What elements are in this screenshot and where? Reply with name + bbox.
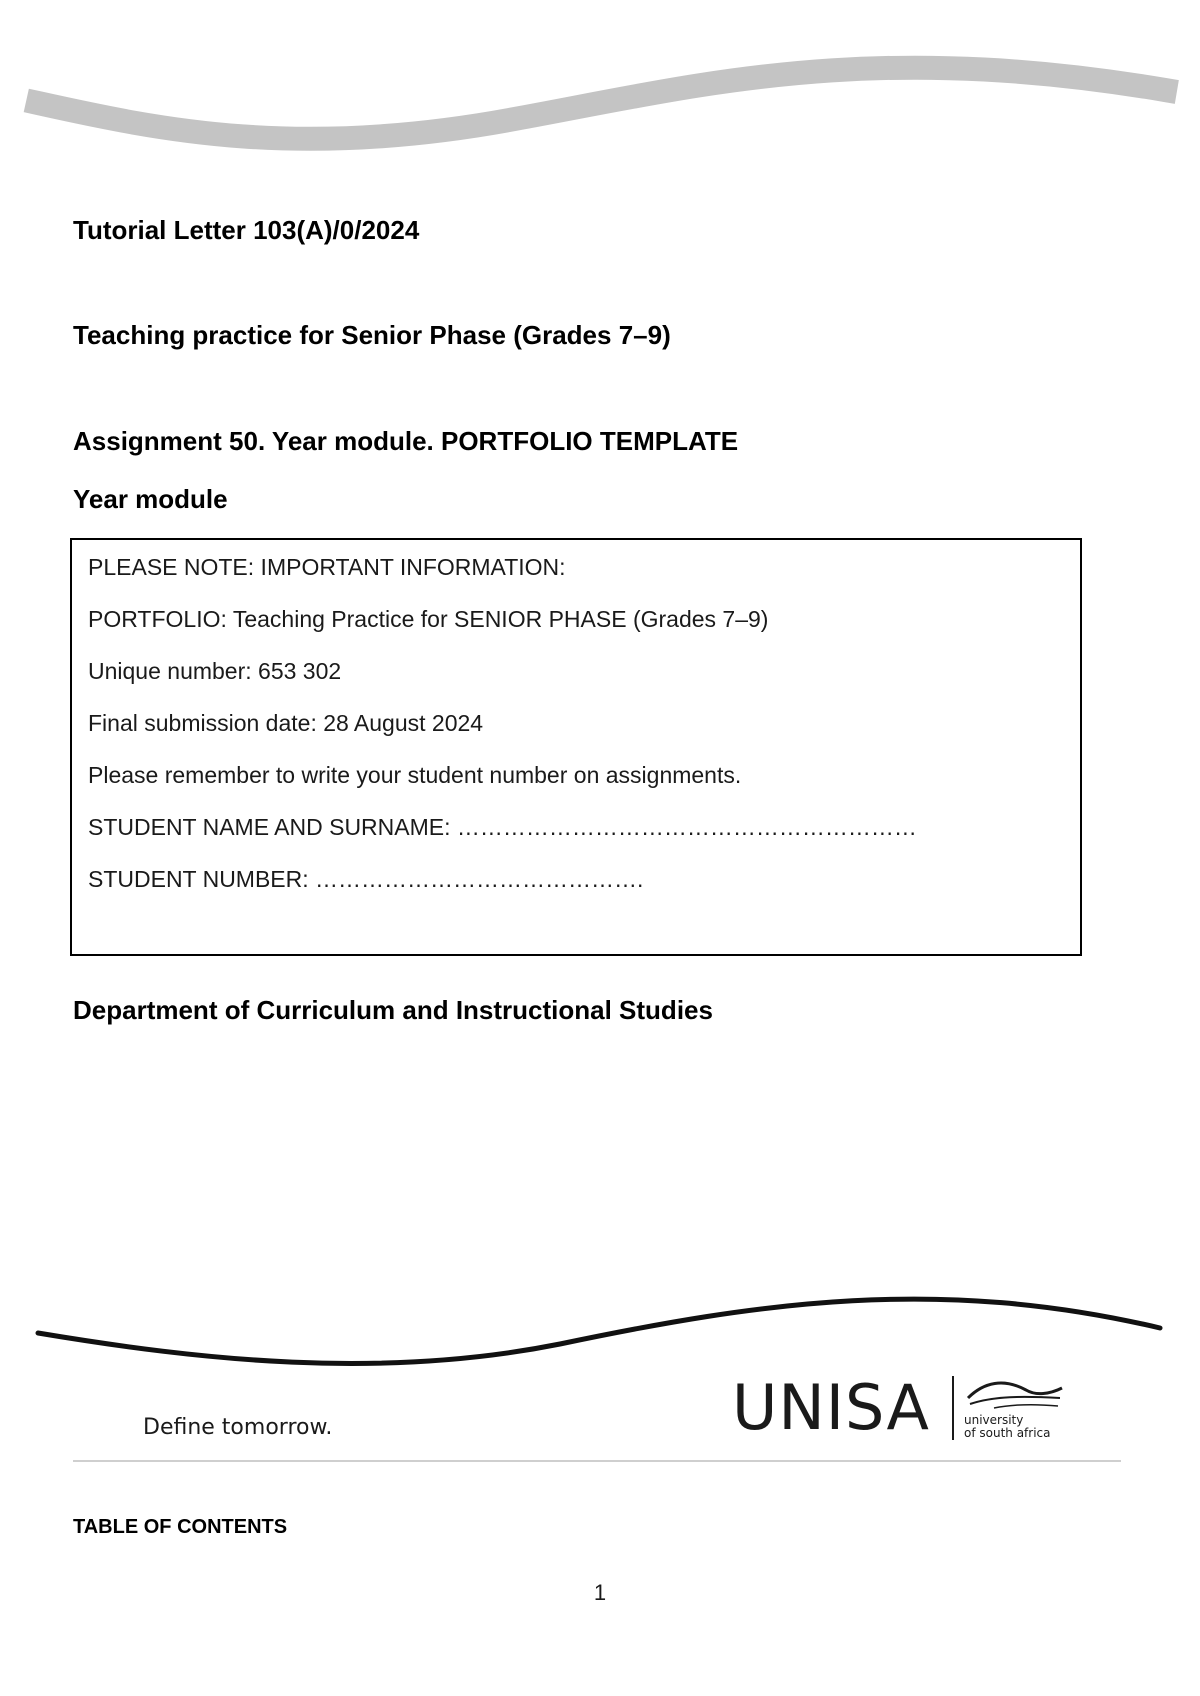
notice-heading: PLEASE NOTE: IMPORTANT INFORMATION: — [88, 554, 566, 580]
student-number-line: STUDENT NUMBER: ……………………………………. — [88, 866, 644, 892]
logo-subtitle-line-1: university — [964, 1413, 1024, 1427]
module-title: Teaching practice for Senior Phase (Grades 7–9) — [73, 320, 671, 350]
student-name-line: STUDENT NAME AND SURNAME: …………………………………………………… — [88, 814, 917, 840]
tagline: Define tomorrow. — [143, 1415, 333, 1440]
module-type: Year module — [73, 484, 228, 514]
logo-divider — [952, 1376, 954, 1440]
table-of-contents-heading: TABLE OF CONTENTS — [73, 1516, 288, 1538]
logo-subtitle-line-2: of south africa — [964, 1426, 1051, 1440]
assignment-title: Assignment 50. Year module. PORTFOLIO TEMPLATE — [73, 426, 739, 456]
top-wave-decoration — [0, 30, 1200, 170]
page-number: 1 — [593, 1580, 607, 1605]
important-information-box — [70, 538, 1082, 956]
footer-divider — [73, 1460, 1121, 1462]
unisa-logo — [732, 1370, 1072, 1446]
tutorial-letter-title: Tutorial Letter 103(A)/0/2024 — [73, 215, 420, 245]
submission-date-line: Final submission date: 28 August 2024 — [88, 710, 484, 736]
logo-wordmark: UNISA — [732, 1371, 930, 1444]
unisa-swoosh-icon — [964, 1376, 1064, 1412]
portfolio-line: PORTFOLIO: Teaching Practice for SENIOR PHASE (Grades 7–9) — [88, 606, 769, 632]
reminder-line: Please remember to write your student number on assignments. — [88, 762, 742, 788]
unique-number-line: Unique number: 653 302 — [88, 658, 342, 684]
logo-subtitle — [964, 1414, 1051, 1440]
department-name: Department of Curriculum and Instructional Studies — [73, 995, 713, 1025]
